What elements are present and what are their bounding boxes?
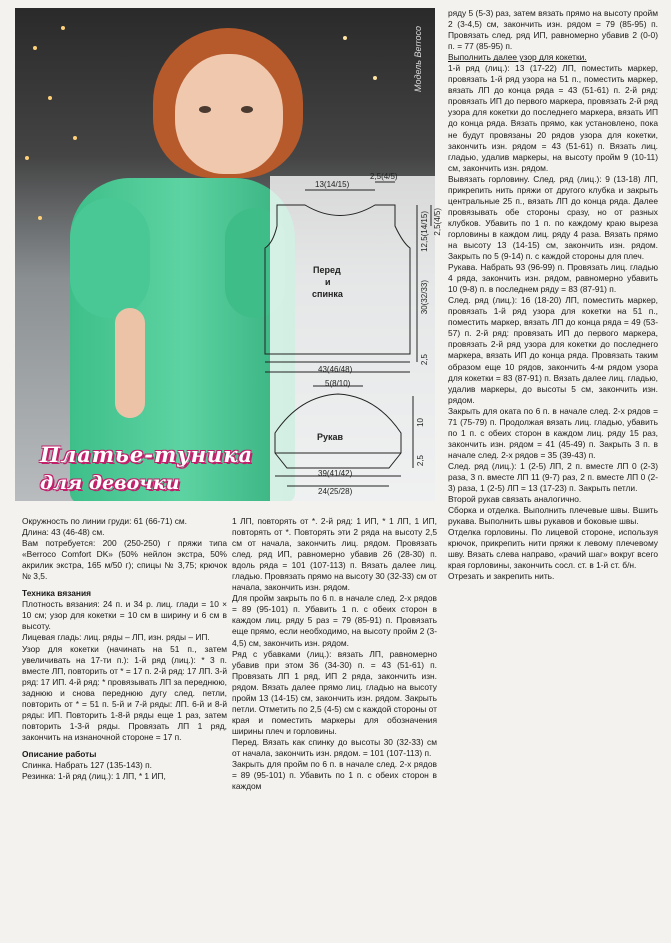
- schema-lines: [255, 168, 445, 498]
- girl-eye-right: [241, 106, 253, 113]
- text-paragraph: Отрезать и закрепить нить.: [448, 571, 555, 582]
- text-paragraph: Для пройм закрыть по 6 п. в начале след. 2-х рядов = 89 (95-101) п. Убавить 1 п. с обеих сторон в каждом лиц. ряду 5 раз = 79 (85-91) п. Провязать еще прямо, если необходимо, на высоту пройм 2 (3-4,5) см, закончить изн. рядом.: [232, 593, 437, 648]
- text-paragraph: Лицевая гладь: лиц. ряды – ЛП, изн. ряды – ИП.: [22, 632, 210, 643]
- text-paragraph: Закрыть для оката по 6 п. в начале след. 2-х рядов = 71 (75-79) п. Продолжая вязать лиц. гладью, убавить по 1 п. с обеих сторон в каждом лиц. ряду 15 раз, закончить изн. рядом = 41 (45-49) п. Закрыть 3 п. в начале след. 2-х рядов = 35 (39-43) п.: [448, 405, 658, 460]
- photo-credit: Модель Berroco: [413, 26, 423, 93]
- girl-arm: [115, 308, 145, 418]
- girl-face: [175, 54, 283, 174]
- dim-sleeve-cuff-width: 24(25/28): [318, 487, 353, 496]
- text-paragraph: След. ряд (лиц.): 1 (2-5) ЛП, 2 п. вместе ЛП 0 (2-3) раза, 3 п. вместе ЛП 11 (9-7) раз, 2 п. вместе ЛП 0 (2-3) раза, 1 (2-5) ЛП = 13 (17-23) п. Закрыть петли.: [448, 460, 658, 494]
- text-paragraph: Узор для кокетки (начинать на 51 п., затем увеличивать на 17-ти п.): 1-й ряд (лиц.): * 3 п. вместе ЛП, повторить от * = 17 п. 2-й ряд: 17 ЛП. 3-й ряд: 17 ИП. 4-й ряд: * провязывать ЛП за переднюю, заднюю и снова переднюю дугу след. петли, повторить от * = 51 п. 5-й и 7-й ряды: ЛП. 6-й и 8-й ряды: ИП. Повторить 1-8-й ряды еще 1 раз, затем повторить 1-3-й ряды. Провязать ЛП 1 ряд, закончить на изнаночной стороне = 17 п.: [22, 643, 227, 742]
- text-paragraph: Отделка горловины. По лицевой стороне, используя крючок, прикрепить нити пряжи к левому плечевому шву. Вязать слева направо, «рачий шаг» вокруг всего края горловины, закончить сосл. ст. в 1-й ст. б/н.: [448, 527, 658, 571]
- dim-bottom-width: 43(46/48): [318, 365, 353, 374]
- text-paragraph: Плотность вязания: 24 п. и 34 р. лиц. глади = 10 × 10 см; узор для кокетки = 10 см в ширину и 6 см в высоту.: [22, 599, 227, 632]
- text-column-left: [22, 516, 227, 782]
- text-paragraph: Вывязать горловину. След. ряд (лиц.): 9 (13-18) ЛП, прикрепить нить пряжи от другого клубка и закрыть центральные 25 п., вязать ЛП до конца ряда. Далее провязывать обе стороны сразу, но от разных клубков. Убавить по 1 п. по каждому краю выреза горловины в каждом лиц. ряду 4 раза. Вязать прямо на высоту 13 (14-15) см, закончить изн. рядом. Закрыть по 5 (9-14) п. с каждой стороны для плеч.: [448, 173, 658, 262]
- dim-sleeve-cuff: 2,5: [416, 455, 425, 467]
- text-paragraph: Закрыть для пройм по 6 п. в начале след. 2-х рядов = 89 (95-101) п. Убавить по 1 п. с обеих сторон в каждом: [232, 759, 437, 792]
- front-label-1: Перед: [313, 265, 341, 275]
- dim-sleeve-width: 39(41/42): [318, 469, 353, 478]
- dim-sleeve-cap: 5(8/10): [325, 379, 351, 388]
- text-column-right: [448, 8, 658, 582]
- text-paragraph: Техника вязания: [22, 588, 92, 599]
- dim-shoulder: 2,5(4/5): [370, 172, 398, 181]
- text-paragraph: Вам потребуется: 200 (250-250) г пряжи типа «Berroco Comfort DK» (50% нейлон экстра, 50% акрилик экстра, 165 м/50 г); спицы № 3,75; крючок № 3,5.: [22, 538, 227, 582]
- text-paragraph: ряду 5 (5-3) раз, затем вязать прямо на высоту пройм 2 (3-4,5) см, закончить изн. рядом = 79 (85-95) п. Провязать след. ряд ИП, равномерно убавив 2 (0-0) п. = 77 (85-95) п.: [448, 8, 658, 52]
- text-paragraph: Описание работы: [22, 748, 97, 759]
- text-paragraph: Ряд с убавками (лиц.): вязать ЛП, равномерно убавив при этом 36 (34-30) п. = 43 (51-61) п. Провязать ЛП 1 ряд, ИП 2 ряда, закончить изн. рядом. Вязать далее прямо лиц. гладью на высоту пройм 13 (14-15) см, закончить изн. рядом. Закрыть петли. Отметить по 2,5 (4-5) см с каждой стороны от края и поместить маркеры для обозначения ширины плеч и горловины.: [232, 648, 437, 736]
- text-paragraph: Рукава. Набрать 93 (96-99) п. Провязать лиц. гладью 4 ряда, закончить изн. рядом, равномерно убавить 10 (9-8) п. в последнем ряду = 83 (87-91) п.: [448, 262, 658, 295]
- text-paragraph: 1-й ряд (лиц.): 13 (17-22) ЛП, поместить маркер, провязать 1-й ряд узора на 51 п., поместить маркер, вязать ЛП до конца ряда = 43 (51-61) п. 2-й ряд: провязать ИП до первого маркера, провязать 2-й ряд узора для кокетки до последнего маркера, вязать ИП до конца ряда. Вязать прямо, как установлено, пока не будут провязаны 20 рядов узора для кокетки, закончить изн. рядом = 43 (51-61) п. Вязать лиц. гладью, удалив маркеры, на высоту пройм 9 (10-11) см, закончить изн. рядом.: [448, 63, 658, 173]
- girl-eye-left: [199, 106, 211, 113]
- dim-sleeve-height: 10: [416, 418, 425, 427]
- text-paragraph: Второй рукав связать аналогично.: [448, 494, 582, 505]
- dim-neck: 13(14/15): [315, 180, 350, 189]
- text-paragraph: След. ряд (лиц.): 16 (18-20) ЛП, поместить маркер, провязать 1-й ряд узора для кокетки на 51 п., поместить маркер, вязать ЛП до конца ряда = 49 (53-57) п. 2-й ряд: провязать ИП до первого маркера, провязать 2-й ряд узора для кокетки до последнего маркера, вязать ИП до конца ряда. Провязать таким образом еще 10 рядов, закончить 4-м рядом узора для кокетки = 83 (87-91) п. Вязать далее лиц. гладью, удалив маркеры, до высоты 5 см, закончить изн. рядом.: [448, 295, 658, 405]
- text-paragraph: Перед. Вязать как спинку до высоты 30 (32-33) см от начала, закончить изн. рядом. = 101 (107-113) п.: [232, 736, 437, 758]
- front-label-3: спинка: [312, 289, 343, 299]
- dim-armhole: 12,5(14/15): [420, 211, 429, 252]
- front-label-2: и: [325, 277, 331, 287]
- text-paragraph: Резинка: 1-й ряд (лиц.): 1 ЛП, * 1 ИП,: [22, 771, 166, 782]
- dress-sleeve-left: [70, 198, 150, 318]
- text-paragraph: Сборка и отделка. Выполнить плечевые швы. Вшить рукава. Выполнить швы рукавов и боковые швы.: [448, 505, 658, 527]
- dim-body-height: 30(32/33): [420, 280, 429, 315]
- text-paragraph: Длина: 43 (46-48) см.: [22, 527, 105, 538]
- body-outline: [265, 205, 410, 354]
- text-column-middle: [232, 516, 437, 792]
- dim-shoulder-drop: 2,5(4/5): [433, 208, 442, 236]
- text-paragraph: Спинка. Набрать 127 (135-143) п.: [22, 759, 153, 770]
- sleeve-label: Рукав: [317, 432, 344, 442]
- text-paragraph: Окружность по линии груди: 61 (66-71) см.: [22, 516, 188, 526]
- pattern-schema: [255, 168, 445, 498]
- title-line-1: Платье-туника: [40, 442, 254, 467]
- text-paragraph: Выполнить далее узор для кокетки.: [448, 52, 587, 63]
- text-paragraph: 1 ЛП, повторять от *. 2-й ряд: 1 ИП, * 1 ЛП, 1 ИП, повторять от *. Повторять эти 2 ряда на высоту 2,5 см от начала, закончить лиц. рядом. Провязать след. ряд ИП, равномерно убавив 26 (28-30) п. вдоль ряда = 101 (107-113) п. Вязать далее лиц. гладью. Провязать прямо на высоту 30 (32-33) см от начала, закончить изн. рядом.: [232, 516, 437, 593]
- sleeve-outline: [275, 394, 401, 468]
- title-line-2: для девочки: [40, 472, 180, 494]
- dim-rib: 2,5: [420, 354, 429, 366]
